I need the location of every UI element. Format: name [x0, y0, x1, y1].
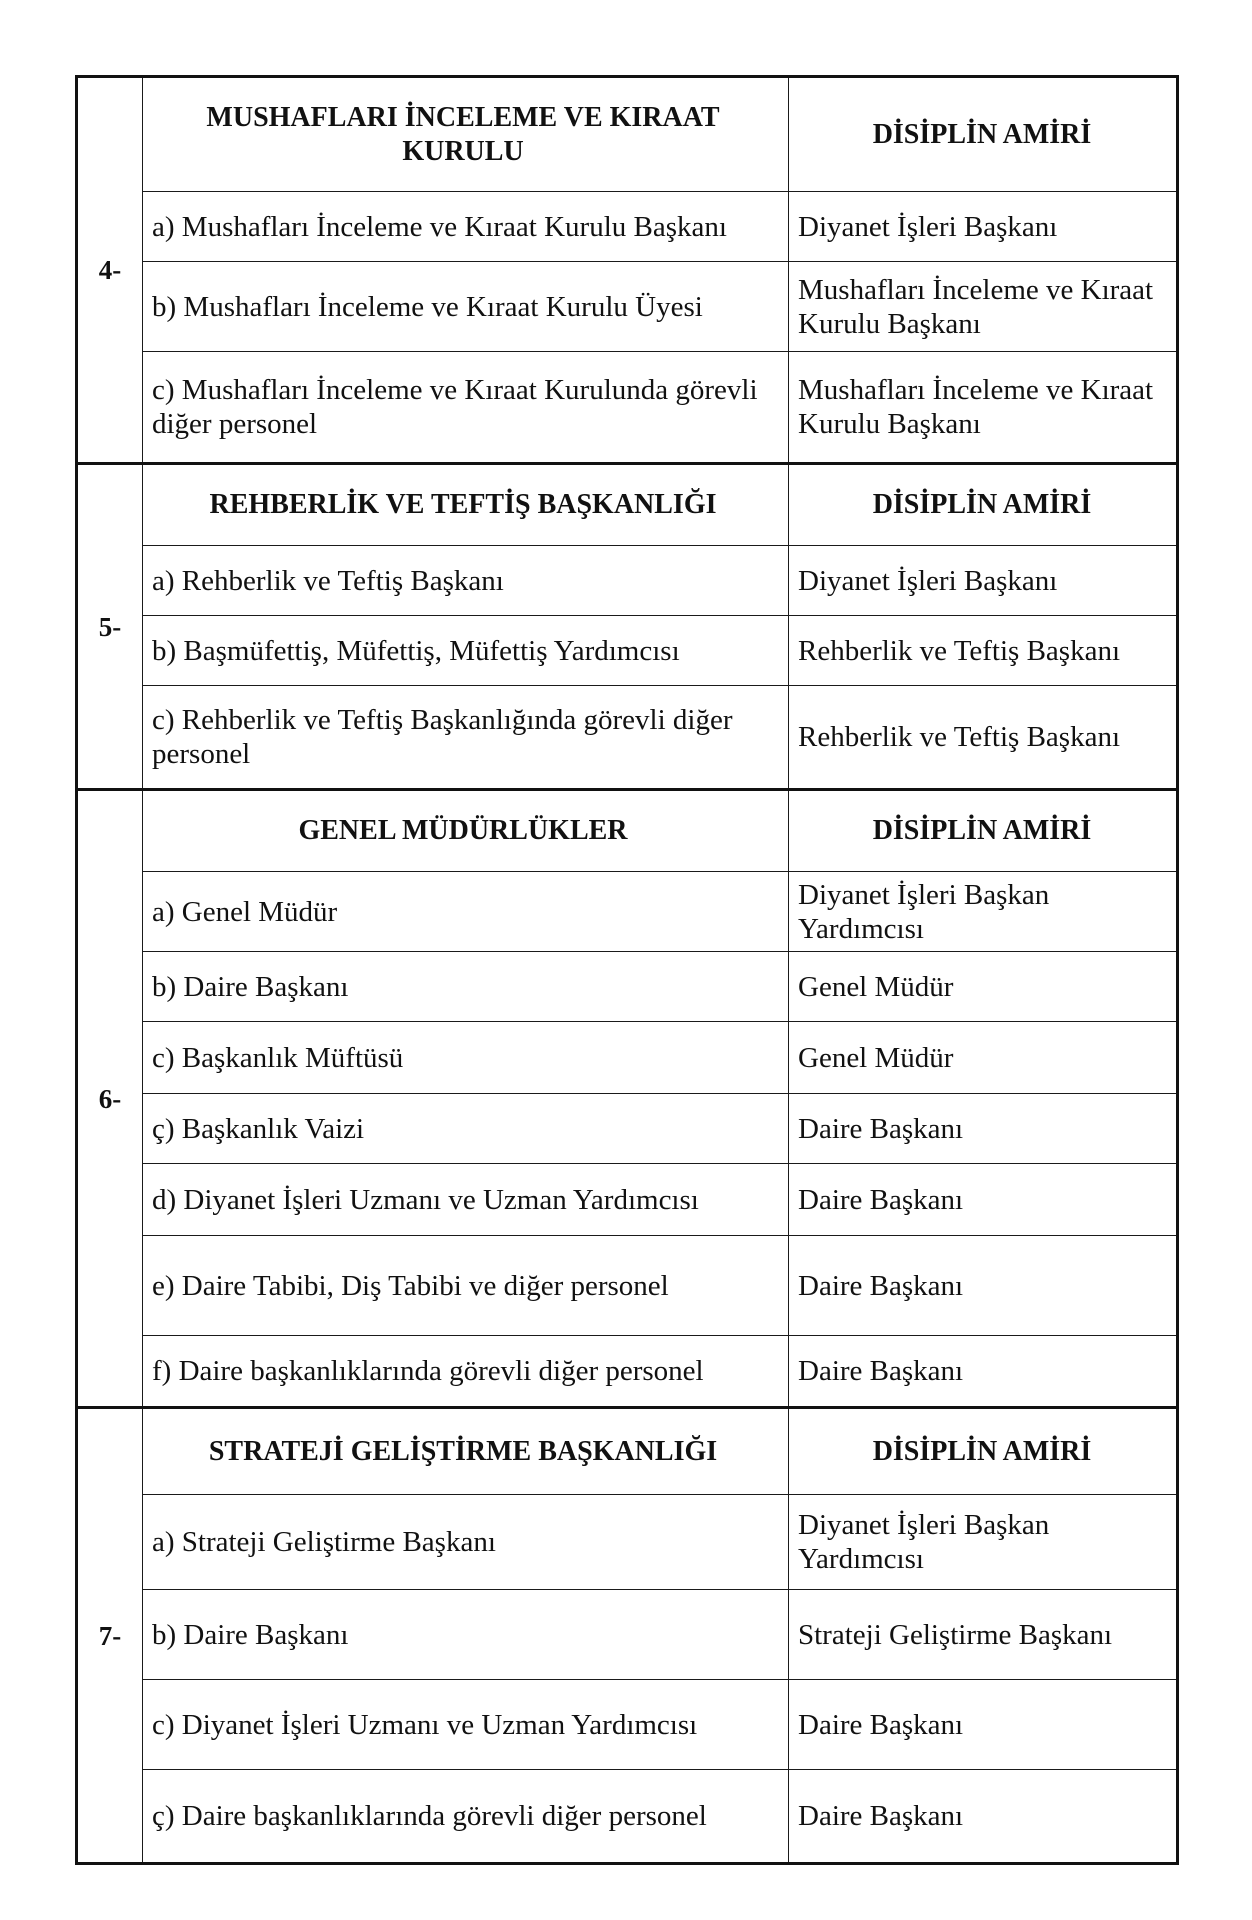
position-cell: b) Başmüfettiş, Müfettiş, Müfettiş Yardımcısı: [143, 616, 789, 686]
table-row: [77, 616, 1178, 686]
section-title: MUSHAFLARI İNCELEME VE KIRAAT KURULU: [143, 77, 789, 192]
authority-cell: Diyanet İşleri Başkan Yardımcısı: [789, 1495, 1178, 1590]
section-title: GENEL MÜDÜRLÜKLER: [143, 790, 789, 872]
position-cell: ç) Daire başkanlıklarında görevli diğer personel: [143, 1770, 789, 1864]
authority-column-header: DİSİPLİN AMİRİ: [789, 1408, 1178, 1495]
position-cell: ç) Başkanlık Vaizi: [143, 1094, 789, 1164]
authority-cell: Genel Müdür: [789, 952, 1178, 1022]
section-number: 5-: [77, 464, 143, 790]
table-row: [77, 1495, 1178, 1590]
authority-cell: Rehberlik ve Teftiş Başkanı: [789, 686, 1178, 790]
table-row: [77, 686, 1178, 790]
position-cell: b) Daire Başkanı: [143, 1590, 789, 1680]
authority-cell: Daire Başkanı: [789, 1680, 1178, 1770]
table-row: [77, 1236, 1178, 1336]
authority-cell: Daire Başkanı: [789, 1094, 1178, 1164]
position-cell: c) Diyanet İşleri Uzmanı ve Uzman Yardımcısı: [143, 1680, 789, 1770]
authority-cell: Daire Başkanı: [789, 1164, 1178, 1236]
section-header-row: [77, 77, 1178, 192]
authority-column-header: DİSİPLİN AMİRİ: [789, 77, 1178, 192]
position-cell: a) Genel Müdür: [143, 872, 789, 952]
table-row: [77, 352, 1178, 464]
authority-cell: Diyanet İşleri Başkanı: [789, 546, 1178, 616]
section-number: 6-: [77, 790, 143, 1408]
authority-cell: Daire Başkanı: [789, 1770, 1178, 1864]
table-row: [77, 952, 1178, 1022]
table-row: [77, 262, 1178, 352]
section-header-row: [77, 1408, 1178, 1495]
table-row: [77, 872, 1178, 952]
position-cell: c) Başkanlık Müftüsü: [143, 1022, 789, 1094]
section-title: REHBERLİK VE TEFTİŞ BAŞKANLIĞI: [143, 464, 789, 546]
table-row: [77, 1590, 1178, 1680]
section-number: 7-: [77, 1408, 143, 1864]
position-cell: c) Rehberlik ve Teftiş Başkanlığında görevli diğer personel: [143, 686, 789, 790]
table-row: [77, 1022, 1178, 1094]
authority-cell: Strateji Geliştirme Başkanı: [789, 1590, 1178, 1680]
position-cell: d) Diyanet İşleri Uzmanı ve Uzman Yardımcısı: [143, 1164, 789, 1236]
table-row: [77, 192, 1178, 262]
position-cell: e) Daire Tabibi, Diş Tabibi ve diğer personel: [143, 1236, 789, 1336]
table: [75, 75, 1179, 1865]
table-row: [77, 1336, 1178, 1408]
table-row: [77, 1094, 1178, 1164]
position-cell: a) Strateji Geliştirme Başkanı: [143, 1495, 789, 1590]
authority-cell: Daire Başkanı: [789, 1236, 1178, 1336]
section-header-row: [77, 464, 1178, 546]
authority-column-header: DİSİPLİN AMİRİ: [789, 464, 1178, 546]
authority-cell: Diyanet İşleri Başkanı: [789, 192, 1178, 262]
table-row: [77, 1770, 1178, 1864]
position-cell: c) Mushafları İnceleme ve Kıraat Kurulunda görevli diğer personel: [143, 352, 789, 464]
authority-cell: Daire Başkanı: [789, 1336, 1178, 1408]
section-number: 4-: [77, 77, 143, 464]
table-row: [77, 1680, 1178, 1770]
position-cell: a) Rehberlik ve Teftiş Başkanı: [143, 546, 789, 616]
table-row: [77, 546, 1178, 616]
authority-cell: Diyanet İşleri Başkan Yardımcısı: [789, 872, 1178, 952]
section-title: STRATEJİ GELİŞTİRME BAŞKANLIĞI: [143, 1408, 789, 1495]
table-row: [77, 1164, 1178, 1236]
authority-cell: Mushafları İnceleme ve Kıraat Kurulu Başkanı: [789, 352, 1178, 464]
position-cell: b) Daire Başkanı: [143, 952, 789, 1022]
section-header-row: [77, 790, 1178, 872]
authority-column-header: DİSİPLİN AMİRİ: [789, 790, 1178, 872]
position-cell: a) Mushafları İnceleme ve Kıraat Kurulu Başkanı: [143, 192, 789, 262]
authority-cell: Mushafları İnceleme ve Kıraat Kurulu Başkanı: [789, 262, 1178, 352]
authority-cell: Rehberlik ve Teftiş Başkanı: [789, 616, 1178, 686]
discipline-authority-table: [75, 75, 1176, 1855]
position-cell: b) Mushafları İnceleme ve Kıraat Kurulu Üyesi: [143, 262, 789, 352]
authority-cell: Genel Müdür: [789, 1022, 1178, 1094]
position-cell: f) Daire başkanlıklarında görevli diğer personel: [143, 1336, 789, 1408]
